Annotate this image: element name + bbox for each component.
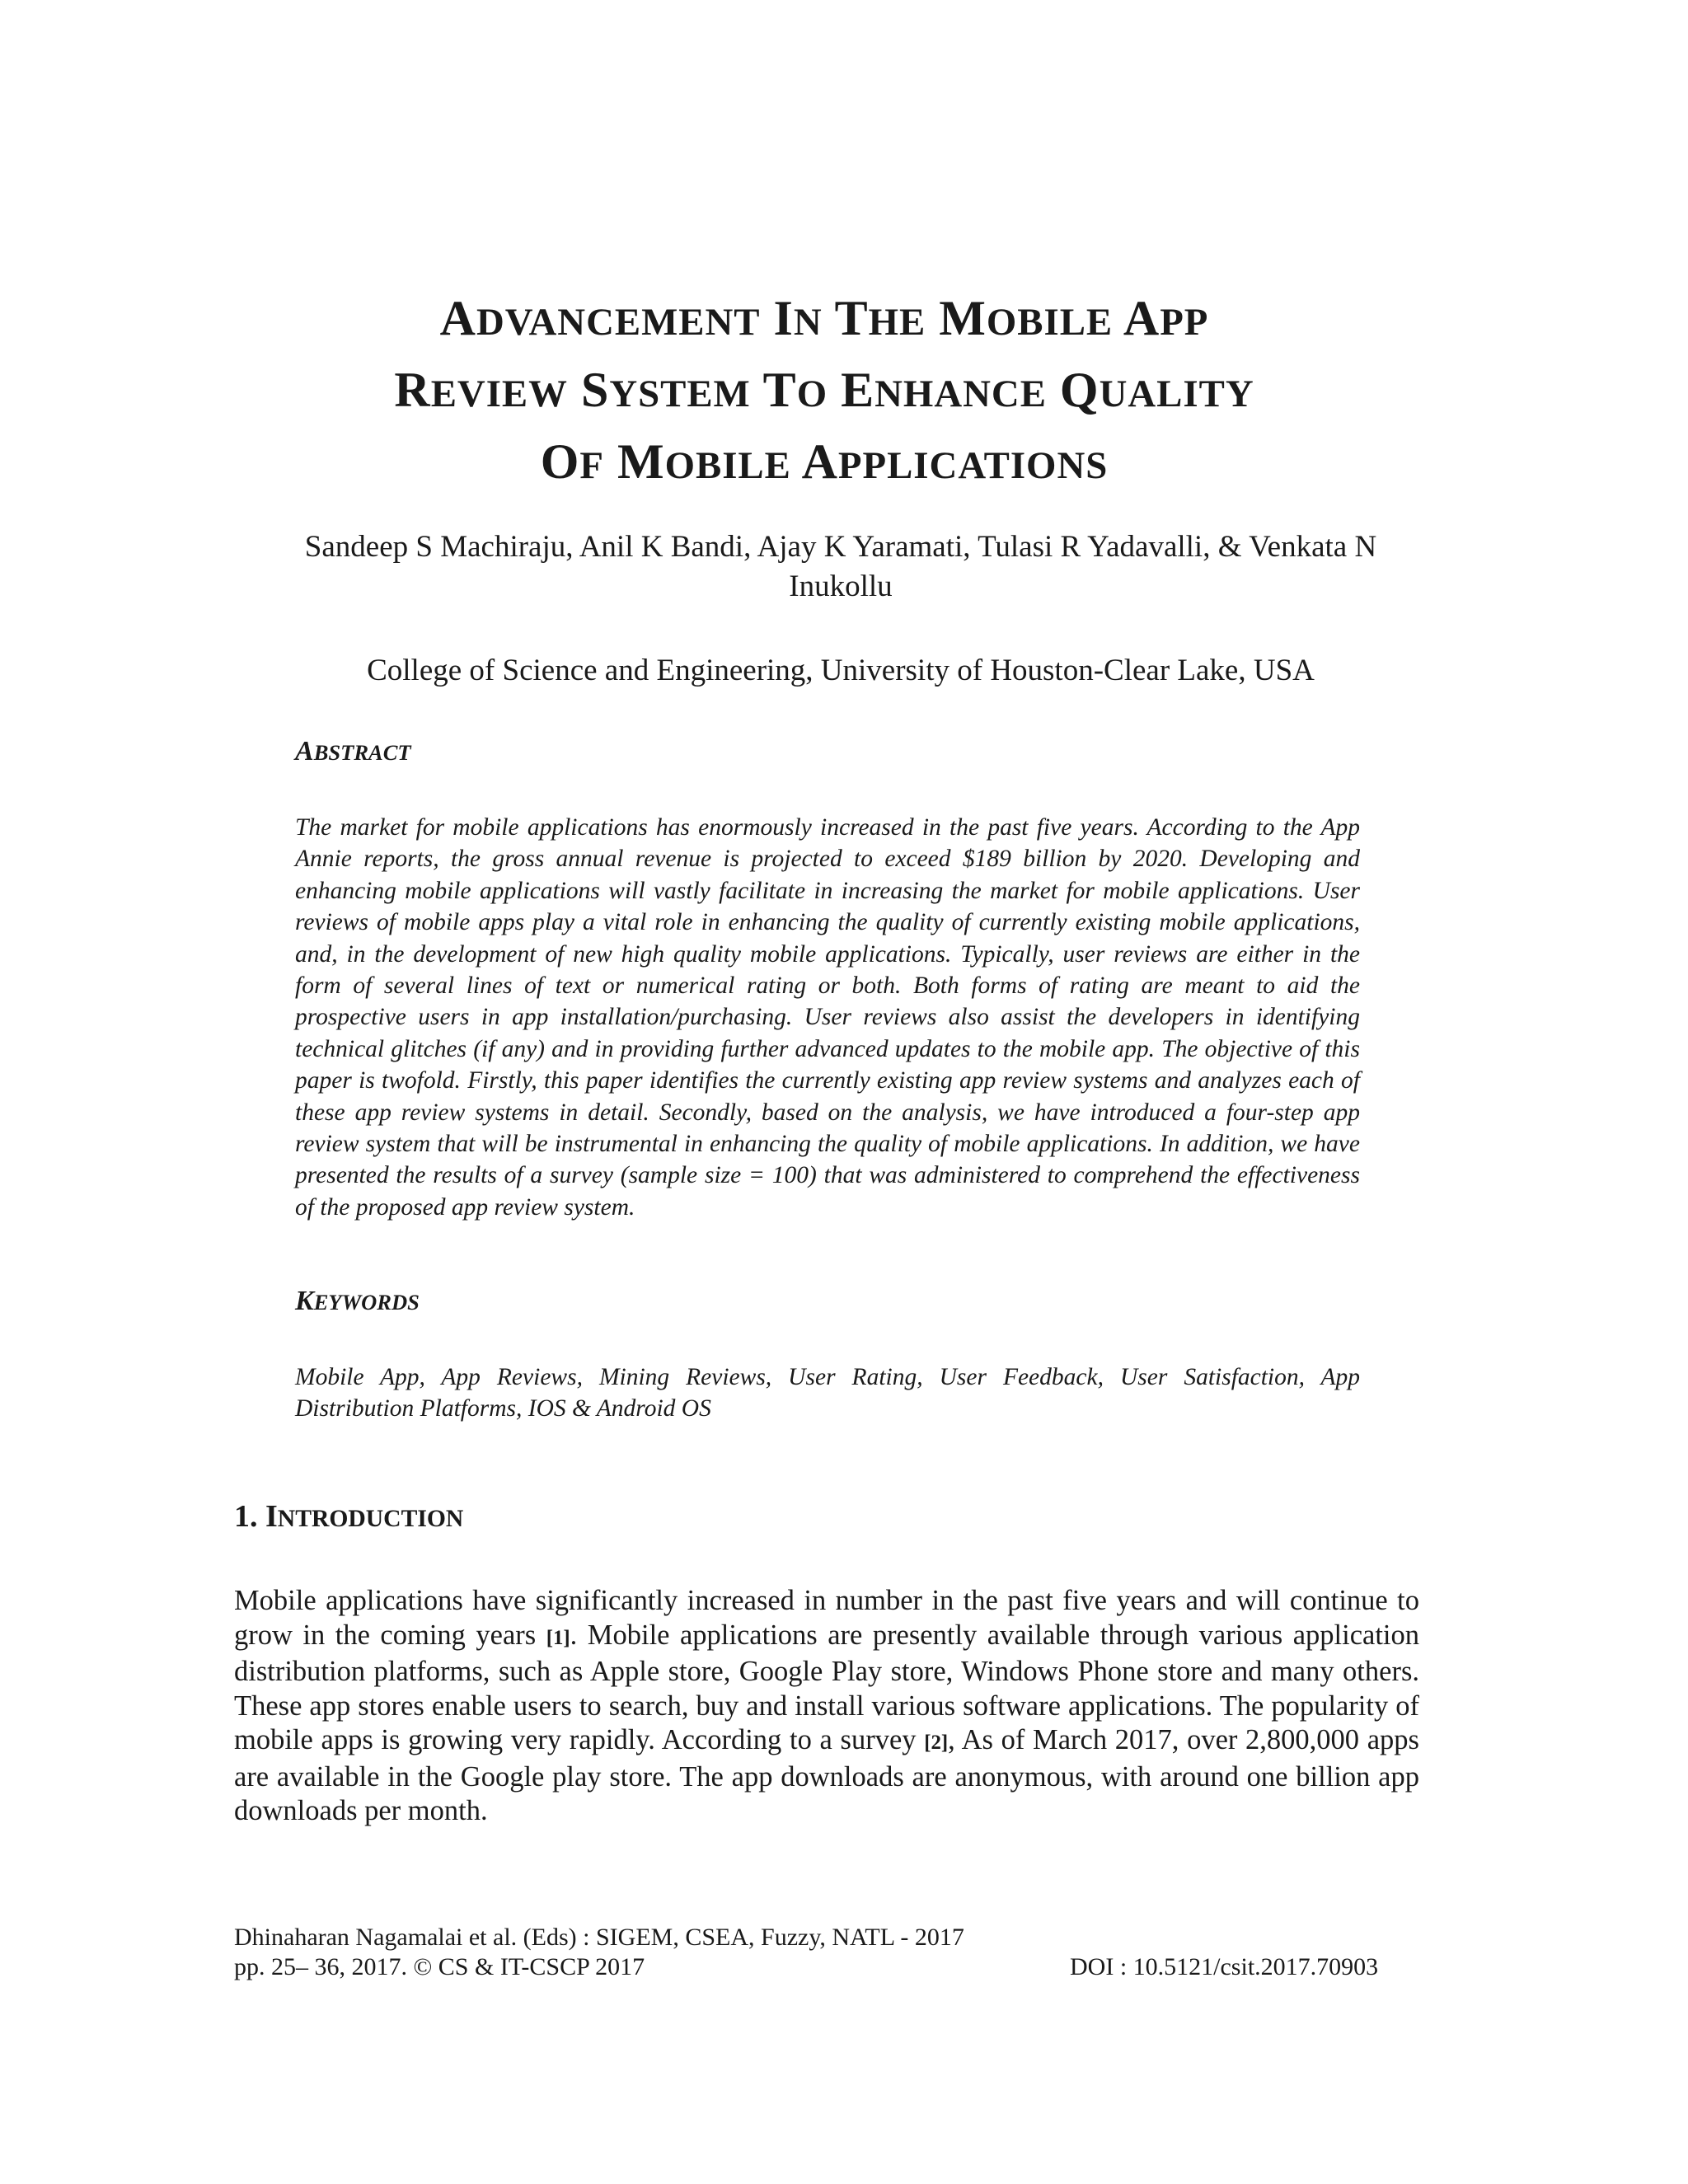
keywords-heading: KEYWORDS bbox=[295, 1286, 420, 1316]
footer-citation bbox=[234, 1923, 964, 1982]
introduction-paragraph bbox=[234, 1584, 1419, 1829]
paper-title bbox=[231, 284, 1418, 499]
title-line-2: REVIEW SYSTEM TO ENHANCE QUALITY bbox=[394, 363, 1254, 417]
title-line-1: ADVANCEMENT IN THE MOBILE APP bbox=[439, 291, 1209, 345]
title-line-3: OF MOBILE APPLICATIONS bbox=[540, 434, 1109, 489]
abstract-heading: ABSTRACT bbox=[295, 736, 411, 766]
abstract-body: The market for mobile applications has enormously increased in the past five years. According to the App Annie reports, the gross annual revenue is projected to exceed $189 billion by 2020. Developing and enhancing mobile applications will vastly facilitate in increasing the market for mobile applications. User reviews of mobile apps play a vital role in enhancing the quality of currently existing mobile applications, and, in the development of new high quality mobile applications. Typically, user reviews are either in the form of several lines of text or numerical rating or both. Both forms of rating are meant to aid the prospective users in app installation/purchasing. User reviews also assist the developers in identifying technical glitches (if any) and in providing further advanced updates to the mobile app. The objective of this paper is twofold. Firstly, this paper identifies the currently existing app review systems and analyzes each of these app review systems in detail. Secondly, based on the analysis, we have introduced a four-step app review system that will be instrumental in enhancing the quality of mobile applications. In addition, we have presented the results of a survey (sample size = 100) that was administered to comprehend the effectiveness of the proposed app review system. bbox=[295, 814, 1360, 1221]
footer-editors: Dhinaharan Nagamalai et al. (Eds) : SIGEM, CSEA, Fuzzy, NATL - 2017 bbox=[234, 1924, 964, 1951]
keywords-body: Mobile App, App Reviews, Mining Reviews, User Rating, User Feedback, User Satisfaction, App Distribution Platforms, IOS & Android OS bbox=[295, 1364, 1360, 1422]
citation-2: [2] bbox=[924, 1732, 949, 1754]
intro-text-part-3: , As of March 2017, over 2,800,000 apps are available in the Google play store. The app downloads are anonymous, with around one billion app downloads per month. bbox=[234, 1724, 1419, 1826]
citation-1: [1] bbox=[546, 1626, 570, 1649]
author-list: Sandeep S Machiraju, Anil K Bandi, Ajay K Yaramati, Tulasi R Yadavalli, & Venkata N Inukollu bbox=[304, 530, 1377, 603]
intro-text-part-2: . Mobile applications are presently available through various application distribution platforms, such as Apple store, Google Play store, Windows Phone store and many others. These app stores enable users to search, buy and install various software applications. The popularity of mobile apps is growing very rapidly. According to a survey bbox=[234, 1619, 1419, 1755]
introduction-title: INTRODUCTION bbox=[265, 1499, 464, 1534]
section-number: 1. bbox=[234, 1499, 258, 1534]
footer-doi: DOI : 10.5121/csit.2017.70903 bbox=[1070, 1953, 1379, 1980]
introduction-heading bbox=[234, 1498, 463, 1535]
intro-text-part-1: Mobile applications have significantly increased in number in the past five years and will continue to grow in the coming years bbox=[234, 1585, 1419, 1651]
footer-pages: pp. 25– 36, 2017. © CS & IT-CSCP 2017 bbox=[234, 1953, 645, 1980]
affiliation: College of Science and Engineering, University of Houston-Clear Lake, USA bbox=[367, 654, 1315, 687]
